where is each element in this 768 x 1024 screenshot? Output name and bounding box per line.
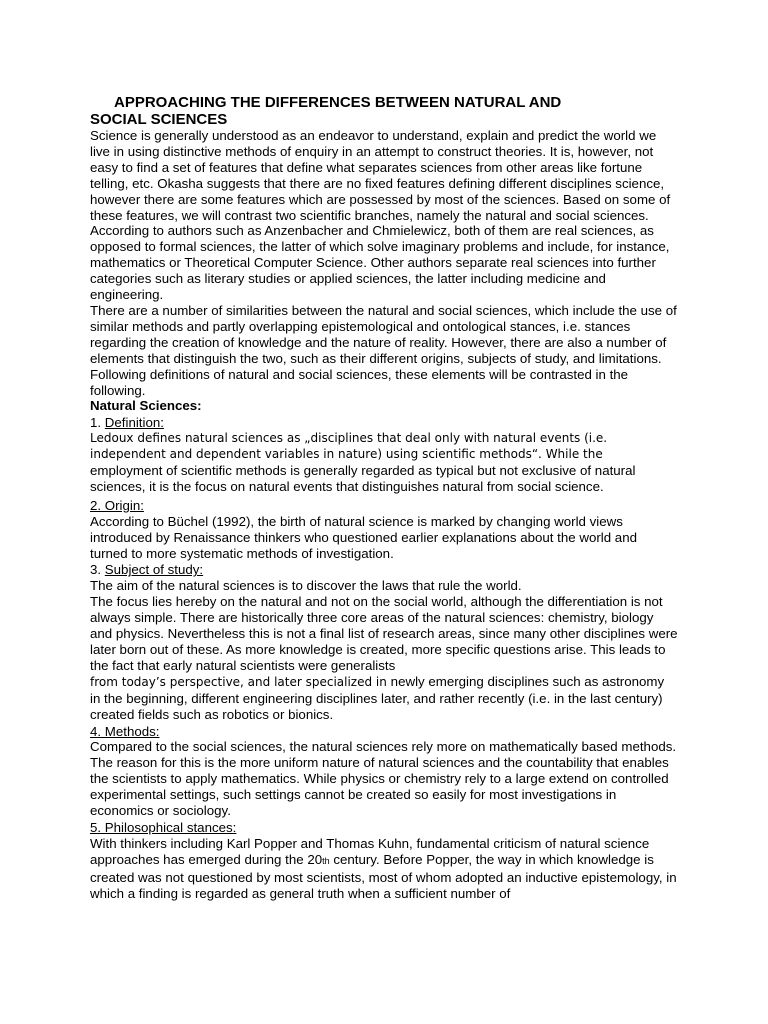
philosophical-text-a: With thinkers including Karl Popper and Thomas Kuhn, fundamental criticism of natural science approaches has emerged during the 20 xyxy=(90,835,650,867)
subject-text-1: The aim of the natural sciences is to discover the laws that rule the world. xyxy=(90,578,522,594)
document-page xyxy=(90,94,678,902)
section-label: Definition: xyxy=(104,415,164,431)
century-superscript: th xyxy=(322,855,330,866)
section-number: 1. xyxy=(90,415,105,431)
subject-continuation: newly emerging disciplines such as astronomy in the beginning, different engineering disciplines later, and rather recently (i.e. in the last century) created fields such as robotics or bionics. xyxy=(90,673,665,722)
subject-text-3 xyxy=(90,674,678,723)
section-number: 3. xyxy=(90,562,105,578)
subject-quote: from today’s perspective, and later specialized in xyxy=(90,674,391,689)
section-philosophical-heading xyxy=(90,820,678,836)
definition-quote: Ledoux defines natural sciences as „disciplines that deal only with natural events (i.e. independent and dependent variables in nature) using scientific methods“. While the xyxy=(90,431,608,462)
section-subject-heading xyxy=(90,562,678,578)
section-label: 5. Philosophical stances: xyxy=(90,819,237,835)
methods-text: Compared to the social sciences, the natural sciences rely more on mathematically based methods. The reason for this is the more uniform nature of natural sciences and the countability that enables the scientists to apply mathematics. While physics or chemistry rely to a large extend on controlled experimental settings, such settings cannot be created so easily for most investigations in economics or sociology. xyxy=(90,739,677,819)
subject-text-2: The focus lies hereby on the natural and not on the social world, although the differentiation is not always simple. There are historically three core areas of the natural sciences: chemistry, biology and physics. Nevertheless this is not a final list of research areas, since many other disciplines were later born out of these. As more knowledge is created, more specific questions arise. This leads to the fact that early natural scientists were generalists xyxy=(90,594,678,673)
intro-paragraph-1: Science is generally understood as an endeavor to understand, explain and predict the world we live in using distinctive methods of enquiry in an attempt to construct theories. It is, however, not easy to find a set of features that define what separates sciences from other areas like fortune telling, etc. Okasha suggests that there are no fixed features defining different disciplines science, however there are some features which are possessed by most of the sciences. Based on some of these features, we will contrast two scientific branches, namely the natural and social sciences. According to authors such as Anzenbacher and Chmielewicz, both of them are real sciences, as opposed to formal sciences, the latter of which solve imaginary problems and include, for instance, mathematics or Theoretical Computer Science. Other authors separate real sciences into further categories such as literary studies or applied sciences, the latter including medicine and engineering. xyxy=(90,128,671,303)
philosophical-text xyxy=(90,836,678,902)
section-label: 2. Origin: xyxy=(90,497,144,513)
document-title xyxy=(90,94,678,128)
philosophical-text-b: century. Before Popper, the way in which knowledge is created was not questioned by most scientists, most of whom adopted an inductive epistemology, in which a finding is regarded as general truth when a sufficient number of xyxy=(90,851,677,901)
title-line-2: SOCIAL SCIENCES xyxy=(90,111,228,128)
definition-text: employment of scientific methods is generally regarded as typical but not exclusive of natural sciences, it is the focus on natural events that distinguishes natural from social science. xyxy=(90,463,636,494)
section-methods-heading xyxy=(90,724,678,740)
origin-text: According to Büchel (1992), the birth of natural science is marked by changing world views introduced by Renaissance thinkers who questioned earlier explanations about the world and turned to more systematic methods of investigation. xyxy=(90,513,637,561)
title-line-1: APPROACHING THE DIFFERENCES BETWEEN NATURAL AND xyxy=(114,94,562,111)
section-origin-heading xyxy=(90,498,678,514)
section-label: Subject of study: xyxy=(104,562,204,578)
natural-sciences-heading: Natural Sciences: xyxy=(90,398,202,414)
section-definition-heading xyxy=(90,415,678,431)
section-label: 4. Methods: xyxy=(90,723,160,739)
intro-paragraph-2: There are a number of similarities between the natural and social sciences, which include the use of similar methods and partly overlapping epistemological and ontological stances, i.e. stances regarding the creation of knowledge and the nature of reality. However, there are also a number of elements that distinguish the two, such as their different origins, subjects of study, and limitations. Following definitions of natural and social sciences, these elements will be contrasted in the following. xyxy=(90,302,677,398)
